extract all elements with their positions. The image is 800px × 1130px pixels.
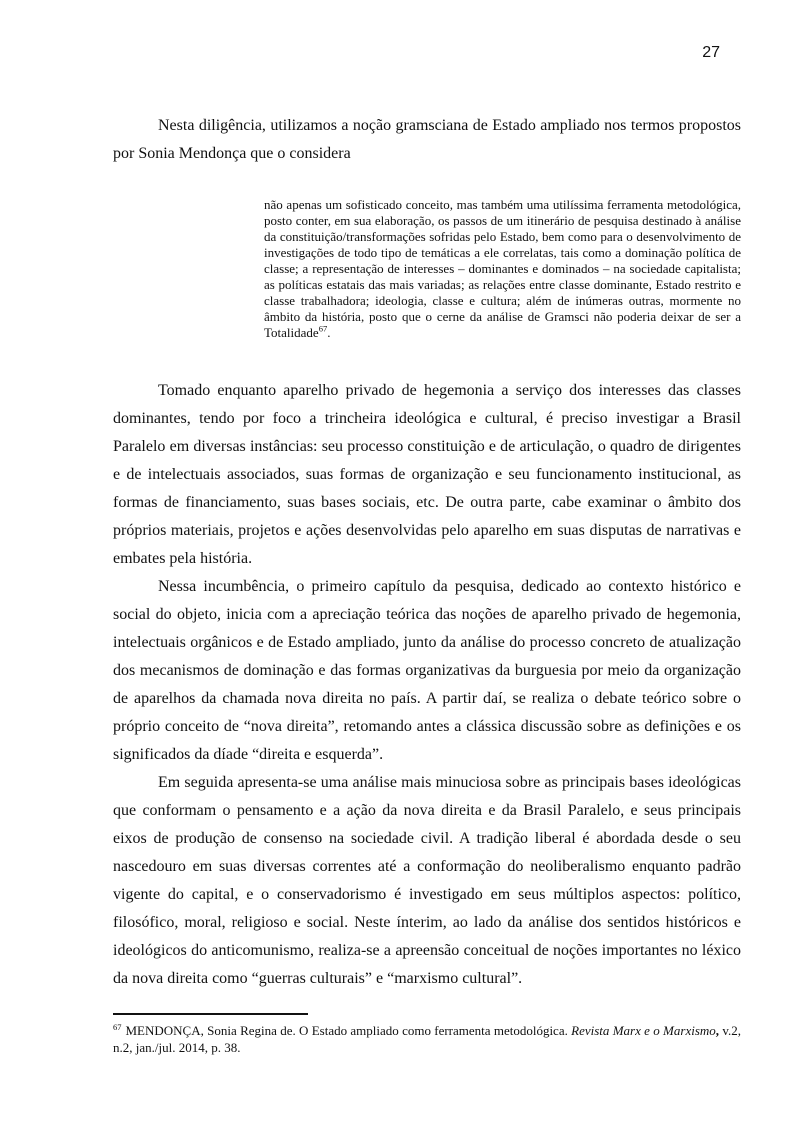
paragraph-em-seguida: Em seguida apresenta-se uma análise mais minuciosa sobre as principais bases ideológicas que conformam o pensamento e a ação da nova direita e da Brasil Paralelo, e seus principais eixos de produção de consenso na sociedade civil. A tradição liberal é abordada desde o seu nascedouro em suas diversas correntes até a conformação do neoliberalismo enquanto padrão vigente do capital, e o conservadorismo é investigado em seus múltiplos aspectos: político, filosófico, moral, religioso e social. Neste ínterim, ao lado da análise dos sentidos históricos e ideológicos do anticomunismo, realiza-se a apreensão conceitual de noções importantes no léxico da nova direita como “guerras culturais” e “marxismo cultural”. (113, 774, 741, 987)
blockquote-closing-period: . (327, 325, 331, 340)
paragraph-nessa-incumbencia: Nessa incumbência, o primeiro capítulo da pesquisa, dedicado ao contexto histórico e social do objeto, inicia com a apreciação teórica das noções de aparelho privado de hegemonia, intelectuais orgânicos e de Estado ampliado, junto da análise do processo concreto de atualização dos mecanismos de dominação e das formas organizativas da burguesia por meio da organização de aparelhos da chamada nova direita no país. A partir daí, se realiza o debate teórico sobre o próprio conceito de “nova direita”, retomando antes a clássica discussão sobre as definições e os significados da díade “direita e esquerda”. (113, 578, 741, 763)
main-text-block (113, 377, 741, 993)
footnote-citation-issue-page: v.2, n.2, jan./jul. 2014, p. 38. (113, 1023, 741, 1055)
footnote-citation-comma: , (715, 1023, 720, 1038)
blockquote-citation-long (264, 197, 741, 341)
footnote-ref-superscript: 67 (318, 323, 328, 334)
footnote-number: 67 (113, 1021, 122, 1032)
footnote-citation-author-title: MENDONÇA, Sonia Regina de. O Estado ampliado como ferramenta metodológica. (125, 1023, 572, 1038)
paragraph-intro: Nesta diligência, utilizamos a noção gramsciana de Estado ampliado nos termos propostos por Sonia Mendonça que o considera (113, 117, 741, 162)
footnote-area (113, 1013, 741, 1056)
footnote-separator-rule (113, 1013, 308, 1015)
page-number: 27 (702, 44, 720, 61)
paragraph-tomado: Tomado enquanto aparelho privado de hegemonia a serviço dos interesses das classes dominantes, tendo por foco a trincheira ideológica e cultural, é preciso investigar a Brasil Paralelo em diversas instâncias: seu processo constituição e de articulação, o quadro de dirigentes e de intelectuais associados, suas formas de organização e seu funcionamento institucional, as formas de financiamento, suas bases sociais, etc. De outra parte, cabe examinar o âmbito dos próprios materiais, projetos e ações desenvolvidas pelo aparelho em suas disputas de narrativas e embates pela história. (113, 382, 741, 567)
blockquote-text: não apenas um sofisticado conceito, mas também uma utilíssima ferramenta metodológica, posto conter, em sua elaboração, os passos de um itinerário de pesquisa destinado à análise da constituição/transformações sofridas pelo Estado, bem como para o desenvolvimento de investigações de todo tipo de temáticas a ele correlatas, tais como a dominação política de classe; a representação de interesses – dominantes e dominados – na sociedade capitalista; as políticas estatais das mais variadas; as relações entre classe dominante, Estado restrito e classe trabalhadora; ideologia, classe e cultura; além de inúmeras outras, mormente no âmbito da história, posto que o cerne da análise de Gramsci não poderia deixar de ser a Totalidade (264, 197, 741, 340)
footnote-citation-journal: Revista Marx e o Marxismo (571, 1023, 716, 1038)
footnote-citation (113, 1022, 741, 1056)
